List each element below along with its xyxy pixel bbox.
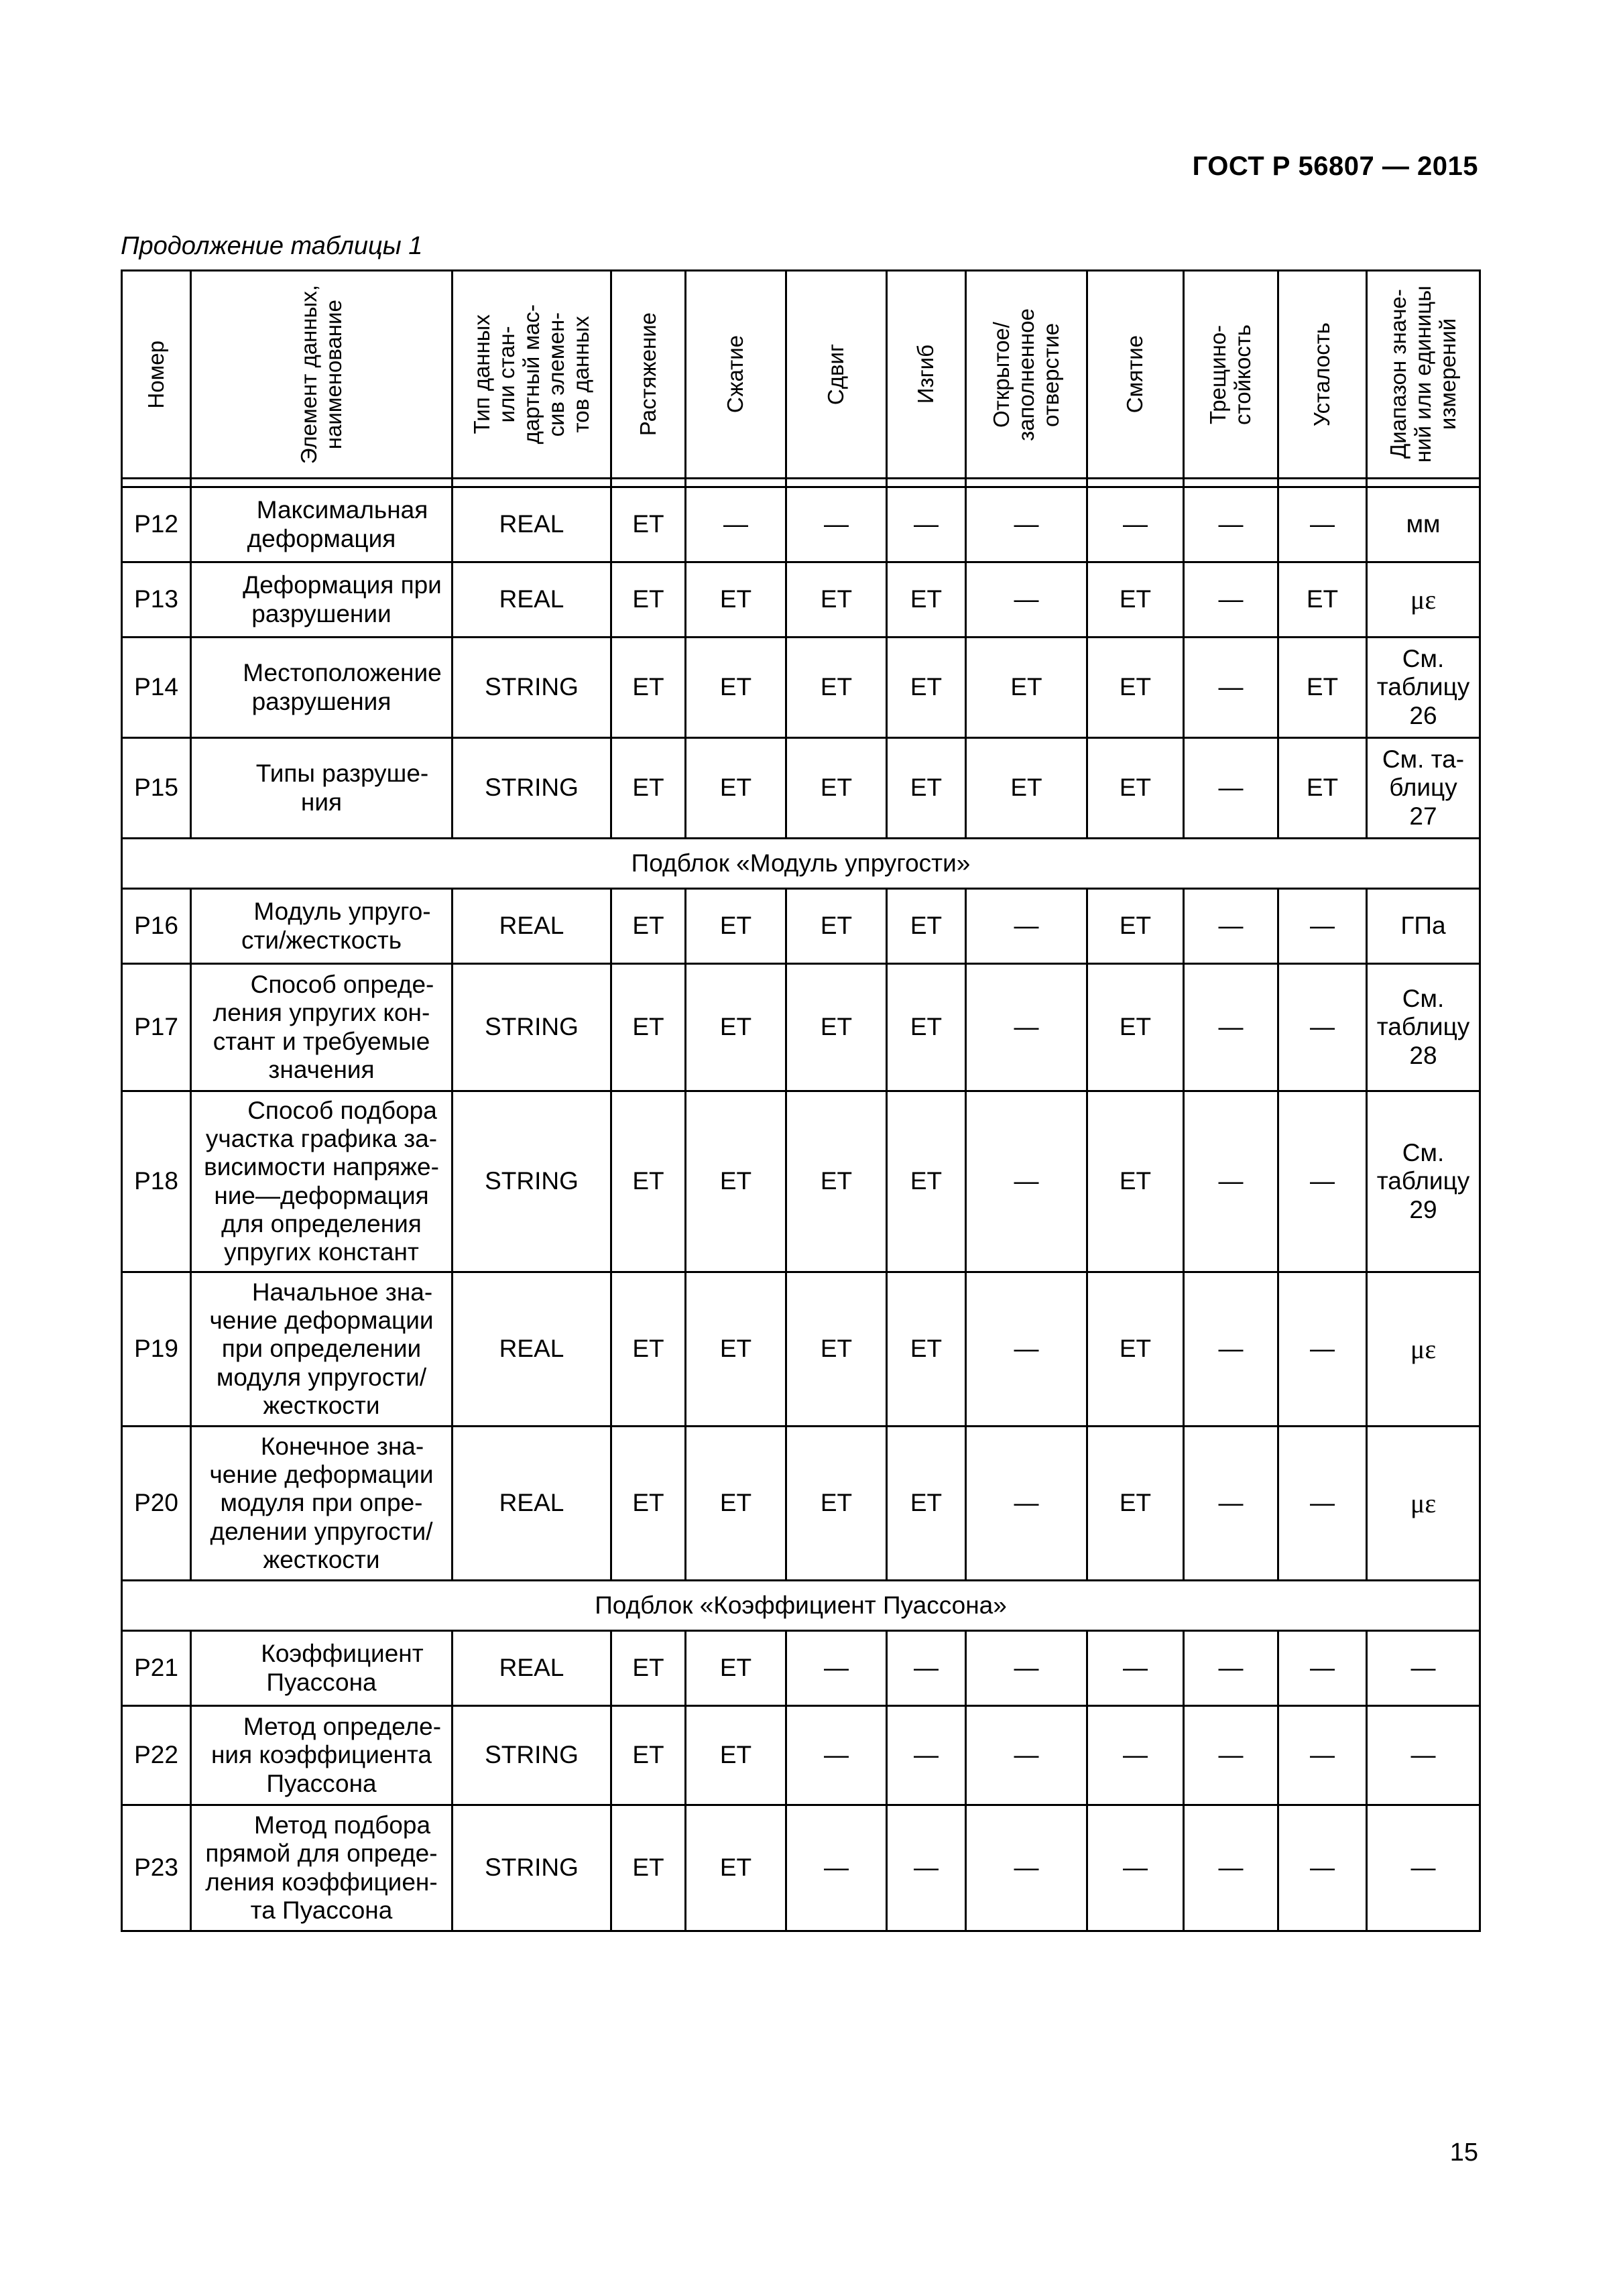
test-applicability-cell: ET: [887, 1272, 966, 1427]
row-number-cell: P23: [122, 1805, 191, 1931]
test-applicability-cell: ET: [611, 1427, 686, 1581]
table-caption: Продолжение таблицы 1: [121, 232, 423, 260]
column-header: [1367, 271, 1480, 479]
table-row: [122, 1272, 1480, 1427]
data-element-name-cell: Коэффициент Пуассона: [191, 1631, 453, 1706]
column-header: [686, 271, 786, 479]
row-number-cell: P18: [122, 1091, 191, 1272]
column-header: [1278, 271, 1367, 479]
unit-range-cell: με: [1367, 562, 1480, 638]
unit-range-cell: ГПа: [1367, 889, 1480, 964]
row-number-cell: P12: [122, 487, 191, 562]
data-element-name-cell: Деформация при разрушении: [191, 562, 453, 638]
data-type-cell: REAL: [453, 1427, 611, 1581]
test-applicability-cell: ET: [686, 1091, 786, 1272]
data-element-name-cell: Модуль упруго- сти/жесткость: [191, 889, 453, 964]
test-applicability-cell: —: [1184, 1706, 1278, 1805]
test-applicability-cell: —: [1278, 1427, 1367, 1581]
column-header: [453, 271, 611, 479]
test-applicability-cell: —: [966, 1272, 1087, 1427]
data-element-name-cell: Типы разруше- ния: [191, 738, 453, 839]
test-applicability-cell: ET: [786, 638, 887, 738]
row-number-cell: P14: [122, 638, 191, 738]
test-applicability-cell: —: [966, 1805, 1087, 1931]
test-applicability-cell: ET: [1087, 638, 1184, 738]
row-number-cell: P19: [122, 1272, 191, 1427]
test-applicability-cell: —: [1184, 1631, 1278, 1706]
test-applicability-cell: —: [966, 562, 1087, 638]
data-type-cell: REAL: [453, 487, 611, 562]
test-applicability-cell: —: [1184, 964, 1278, 1091]
test-applicability-cell: ET: [1087, 1427, 1184, 1581]
test-applicability-cell: —: [966, 1427, 1087, 1581]
test-applicability-cell: ET: [887, 1091, 966, 1272]
test-applicability-cell: ET: [1087, 1272, 1184, 1427]
row-number-cell: P13: [122, 562, 191, 638]
test-applicability-cell: ET: [611, 889, 686, 964]
row-number-cell: P20: [122, 1427, 191, 1581]
test-applicability-cell: ET: [611, 1805, 686, 1931]
test-applicability-cell: —: [1087, 1706, 1184, 1805]
test-applicability-cell: ET: [786, 1272, 887, 1427]
table-body: [122, 479, 1480, 1931]
test-applicability-cell: —: [1087, 487, 1184, 562]
header-separator: [122, 479, 1480, 487]
test-applicability-cell: ET: [686, 1427, 786, 1581]
test-applicability-cell: ET: [786, 889, 887, 964]
column-header: [1087, 271, 1184, 479]
test-applicability-cell: —: [1184, 738, 1278, 839]
test-applicability-cell: ET: [686, 1631, 786, 1706]
test-applicability-cell: —: [1278, 1631, 1367, 1706]
test-applicability-cell: ET: [686, 638, 786, 738]
test-applicability-cell: ET: [966, 738, 1087, 839]
data-element-name-cell: Способ опреде- ления упругих кон- стант и требуемые значения: [191, 964, 453, 1091]
test-applicability-cell: ET: [686, 1805, 786, 1931]
column-header-label: Номер: [143, 340, 168, 409]
data-element-name-cell: Максимальная деформация: [191, 487, 453, 562]
column-header-label: Открытое/ заполненное отверстие: [988, 308, 1063, 441]
data-type-cell: REAL: [453, 562, 611, 638]
test-applicability-cell: —: [786, 487, 887, 562]
column-header: [887, 271, 966, 479]
data-element-name-cell: Конечное зна- чение деформации модуля при опре- делении упругости/ жесткости: [191, 1427, 453, 1581]
test-applicability-cell: —: [1184, 562, 1278, 638]
column-header: [966, 271, 1087, 479]
table-row: [122, 1091, 1480, 1272]
table-row: [122, 638, 1480, 738]
test-applicability-cell: —: [966, 487, 1087, 562]
test-applicability-cell: —: [1184, 1091, 1278, 1272]
table-row: [122, 562, 1480, 638]
column-header-label: Растяжение: [635, 312, 660, 436]
test-applicability-cell: —: [887, 487, 966, 562]
data-type-cell: STRING: [453, 638, 611, 738]
unit-range-cell: мм: [1367, 487, 1480, 562]
row-number-cell: P15: [122, 738, 191, 839]
data-type-cell: REAL: [453, 1631, 611, 1706]
row-number-cell: P16: [122, 889, 191, 964]
test-applicability-cell: —: [887, 1706, 966, 1805]
column-header-label: Тип данных или стан- дартный мас- сив элемен- тов данных: [469, 304, 593, 444]
test-applicability-cell: —: [786, 1805, 887, 1931]
test-applicability-cell: ET: [686, 738, 786, 839]
test-applicability-cell: —: [786, 1706, 887, 1805]
test-applicability-cell: ET: [611, 1631, 686, 1706]
test-applicability-cell: ET: [1278, 562, 1367, 638]
table-row: [122, 487, 1480, 562]
test-applicability-cell: ET: [887, 1427, 966, 1581]
document-standard-header: ГОСТ Р 56807 — 2015: [1192, 152, 1478, 181]
column-header: [191, 271, 453, 479]
unit-range-cell: —: [1367, 1706, 1480, 1805]
column-header-label: Сдвиг: [823, 343, 849, 406]
column-header-label: Диапазон значе- ний или единицы измерений: [1385, 286, 1460, 463]
test-applicability-cell: —: [1278, 889, 1367, 964]
test-applicability-cell: —: [887, 1805, 966, 1931]
data-type-cell: STRING: [453, 1805, 611, 1931]
test-applicability-cell: —: [1278, 1805, 1367, 1931]
column-header: [122, 271, 191, 479]
data-element-name-cell: Начальное зна- чение деформации при определении модуля упругости/ жесткости: [191, 1272, 453, 1427]
column-header-label: Элемент данных, наименование: [296, 284, 346, 465]
test-applicability-cell: ET: [786, 562, 887, 638]
unit-range-cell: См. таблицу 26: [1367, 638, 1480, 738]
test-applicability-cell: ET: [887, 964, 966, 1091]
test-applicability-cell: —: [1278, 1091, 1367, 1272]
row-number-cell: P17: [122, 964, 191, 1091]
column-header: [786, 271, 887, 479]
test-applicability-cell: ET: [1278, 638, 1367, 738]
test-applicability-cell: ET: [786, 964, 887, 1091]
test-applicability-cell: —: [1184, 889, 1278, 964]
test-applicability-cell: —: [1184, 1427, 1278, 1581]
test-applicability-cell: ET: [686, 562, 786, 638]
test-applicability-cell: —: [966, 964, 1087, 1091]
test-applicability-cell: ET: [887, 738, 966, 839]
test-applicability-cell: —: [887, 1631, 966, 1706]
test-applicability-cell: —: [966, 1091, 1087, 1272]
test-applicability-cell: ET: [686, 964, 786, 1091]
test-applicability-cell: ET: [1278, 738, 1367, 839]
data-type-cell: STRING: [453, 1091, 611, 1272]
column-header: [1184, 271, 1278, 479]
test-applicability-cell: ET: [611, 738, 686, 839]
test-applicability-cell: —: [1278, 1272, 1367, 1427]
unit-range-cell: См. таблицу 28: [1367, 964, 1480, 1091]
table-row: [122, 1631, 1480, 1706]
unit-range-cell: —: [1367, 1805, 1480, 1931]
test-applicability-cell: ET: [887, 562, 966, 638]
data-element-name-cell: Способ подбора участка графика за- висимости напряже- ние—деформация для определения упругих констант: [191, 1091, 453, 1272]
data-type-cell: STRING: [453, 964, 611, 1091]
data-type-cell: REAL: [453, 889, 611, 964]
test-applicability-cell: ET: [1087, 562, 1184, 638]
test-applicability-cell: ET: [611, 964, 686, 1091]
data-element-name-cell: Местоположение разрушения: [191, 638, 453, 738]
column-header-label: Смятие: [1122, 335, 1148, 414]
test-applicability-cell: ET: [611, 1272, 686, 1427]
unit-range-cell: με: [1367, 1272, 1480, 1427]
test-applicability-cell: ET: [786, 1427, 887, 1581]
test-applicability-cell: ET: [611, 1091, 686, 1272]
test-applicability-cell: —: [786, 1631, 887, 1706]
test-applicability-cell: —: [966, 889, 1087, 964]
test-applicability-cell: ET: [786, 738, 887, 839]
test-applicability-cell: ET: [611, 1706, 686, 1805]
unit-range-cell: —: [1367, 1631, 1480, 1706]
test-applicability-cell: —: [966, 1631, 1087, 1706]
data-type-cell: REAL: [453, 1272, 611, 1427]
test-applicability-cell: ET: [686, 889, 786, 964]
row-number-cell: P22: [122, 1706, 191, 1805]
test-applicability-cell: —: [1087, 1805, 1184, 1931]
unit-range-cell: См. та- блицу 27: [1367, 738, 1480, 839]
test-applicability-cell: —: [1278, 1706, 1367, 1805]
column-header-label: Усталость: [1309, 322, 1335, 427]
data-element-name-cell: Метод подбора прямой для опреде- ления коэффициен- та Пуассона: [191, 1805, 453, 1931]
column-header-label: Изгиб: [913, 345, 939, 404]
test-applicability-cell: ET: [1087, 738, 1184, 839]
unit-range-cell: με: [1367, 1427, 1480, 1581]
column-header-label: Трещино- стойкость: [1205, 324, 1255, 425]
test-applicability-cell: —: [966, 1706, 1087, 1805]
column-header: [611, 271, 686, 479]
test-applicability-cell: ET: [786, 1091, 887, 1272]
test-applicability-cell: —: [1278, 487, 1367, 562]
page-number: 15: [1449, 2138, 1478, 2167]
test-applicability-cell: ET: [887, 889, 966, 964]
test-applicability-cell: ET: [611, 638, 686, 738]
test-applicability-cell: —: [1184, 638, 1278, 738]
table-row: [122, 1805, 1480, 1931]
data-type-cell: STRING: [453, 738, 611, 839]
test-applicability-cell: —: [1184, 1805, 1278, 1931]
table-row: [122, 738, 1480, 839]
subblock-header-row: [122, 1581, 1480, 1631]
test-applicability-cell: ET: [1087, 889, 1184, 964]
unit-range-cell: См. таблицу 29: [1367, 1091, 1480, 1272]
column-header-label: Сжатие: [723, 335, 748, 414]
test-applicability-cell: —: [1278, 964, 1367, 1091]
test-applicability-cell: —: [686, 487, 786, 562]
test-applicability-cell: —: [1087, 1631, 1184, 1706]
test-applicability-cell: ET: [686, 1706, 786, 1805]
test-applicability-cell: ET: [611, 562, 686, 638]
test-applicability-cell: ET: [966, 638, 1087, 738]
subblock-title: Подблок «Коэффициент Пуассона»: [122, 1581, 1480, 1631]
data-elements-table: [121, 269, 1481, 1932]
test-applicability-cell: —: [1184, 1272, 1278, 1427]
test-applicability-cell: ET: [1087, 964, 1184, 1091]
test-applicability-cell: ET: [686, 1272, 786, 1427]
test-applicability-cell: ET: [611, 487, 686, 562]
test-applicability-cell: ET: [1087, 1091, 1184, 1272]
table-header-row: [122, 271, 1480, 479]
test-applicability-cell: —: [1184, 487, 1278, 562]
subblock-title: Подблок «Модуль упругости»: [122, 839, 1480, 889]
subblock-header-row: [122, 839, 1480, 889]
data-element-name-cell: Метод определе- ния коэффициента Пуассона: [191, 1706, 453, 1805]
table-row: [122, 1427, 1480, 1581]
table-row: [122, 889, 1480, 964]
test-applicability-cell: ET: [887, 638, 966, 738]
table-row: [122, 964, 1480, 1091]
table-row: [122, 1706, 1480, 1805]
data-type-cell: STRING: [453, 1706, 611, 1805]
row-number-cell: P21: [122, 1631, 191, 1706]
